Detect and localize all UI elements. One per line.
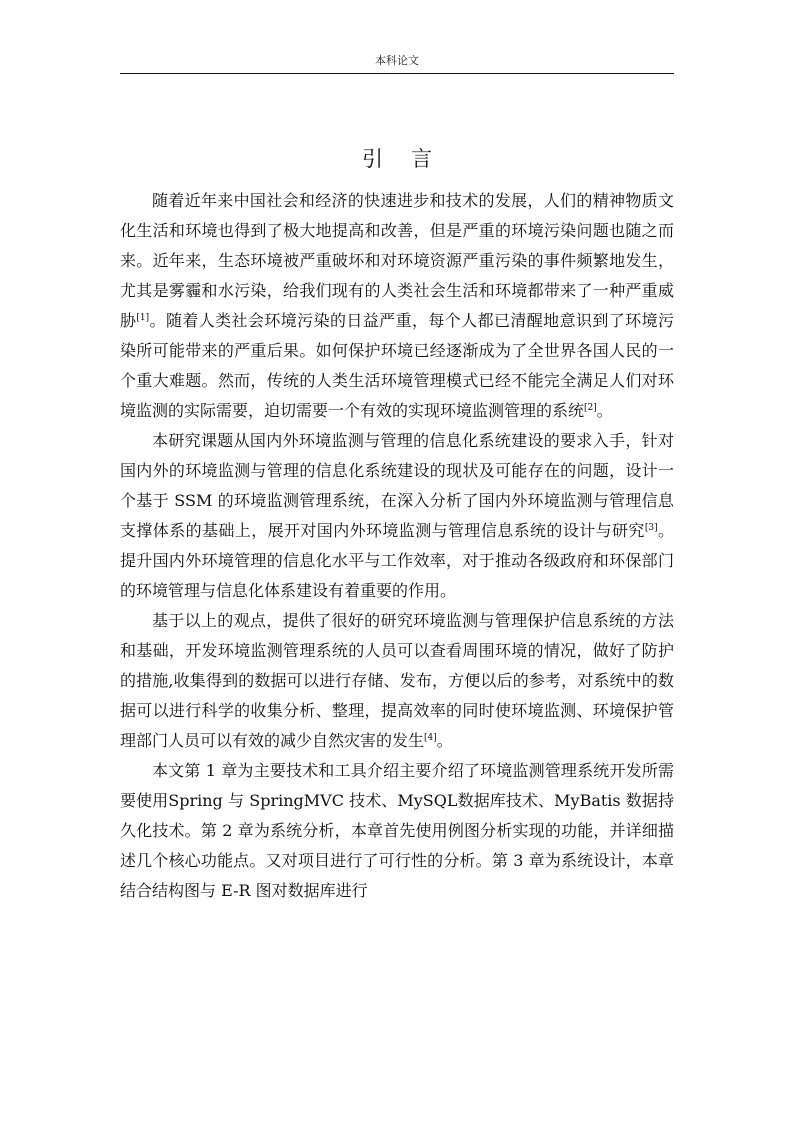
citation-ref: [1] — [136, 313, 150, 323]
header-rule — [120, 73, 674, 74]
section-title: 引言 — [362, 147, 460, 172]
body-text — [120, 186, 674, 906]
paragraph-text: 基于以上的观点，提供了很好的研究环境监测与管理保护信息系统的方法和基础，开发环境监测管理系统的人员可以查看周围环境的情况，做好了防护的措施,收集得到的数据可以进行存储、发布，方便以后的参考，对系统中的数据可以进行科学的收集分析、整理，提高效率的同时使环境监测、环境保护管理部门人员可以有效的减少自然灾害的发生 — [120, 611, 674, 750]
paragraph-text: 。提升国内外环境管理的信息化水平与工作效率，对于推动各级政府和环保部门的环境管理与信息化体系建设有着重要的作用。 — [120, 521, 674, 600]
paragraph-text: 本文第 1 章为主要技术和工具介绍主要介绍了环境监测管理系统开发所需要使用Spring 与 SpringMVC 技术、MySQL数据库技术、MyBatis 数据持久化技术。第 2 章为系统分析，本章首先使用例图分析实现的功能，并详细描述几个核心功能点。又对项目进行了可行性的分析。第 3 章为系统设计，本章结合结构图与 E-R 图对数据库进行 — [120, 761, 674, 900]
citation-ref: [3] — [644, 523, 658, 533]
paragraph-text: 本研究课题从国内外环境监测与管理的信息化系统建设的要求入手，针对国内外的环境监测与管理的信息化系统建设的现状及可能存在的问题，设计一个基于 SSM 的环境监测管理系统，在深入分析了国内外环境监测与管理信息支撑体系的基础上，展开对国内外环境监测与管理信息系统的设计与研究 — [120, 431, 674, 540]
paragraph-text: 随着近年来中国社会和经济的快速进步和技术的发展，人们的精神物质文化生活和环境也得到了极大地提高和改善，但是严重的环境污染问题也随之而来。近年来，生态环境被严重破坏和对环境资源严重污染的事件频繁地发生，尤其是雾霾和水污染，给我们现有的人类社会生活和环境都带来了一种严重威胁 — [120, 191, 674, 330]
paragraph-2 — [120, 426, 674, 606]
citation-ref: [4] — [424, 733, 437, 743]
paragraph-4 — [120, 756, 674, 906]
paragraph-text: 。 — [596, 401, 613, 420]
citation-ref: [2] — [584, 403, 597, 413]
paragraph-1 — [120, 186, 674, 426]
paragraph-3 — [120, 606, 674, 756]
paragraph-text: 。随着人类社会环境污染的日益严重，每个人都已清醒地意识到了环境污染所可能带来的严重后果。如何保护环境已经逐渐成为了全世界各国人民的一个重大难题。然而，传统的人类生活环境管理模式已经不能完全满足人们对环境监测的实际需要，迫切需要一个有效的实现环境监测管理的系统 — [120, 311, 674, 420]
paragraph-text: 。 — [436, 731, 453, 750]
running-header: 本科论文 — [375, 54, 419, 67]
